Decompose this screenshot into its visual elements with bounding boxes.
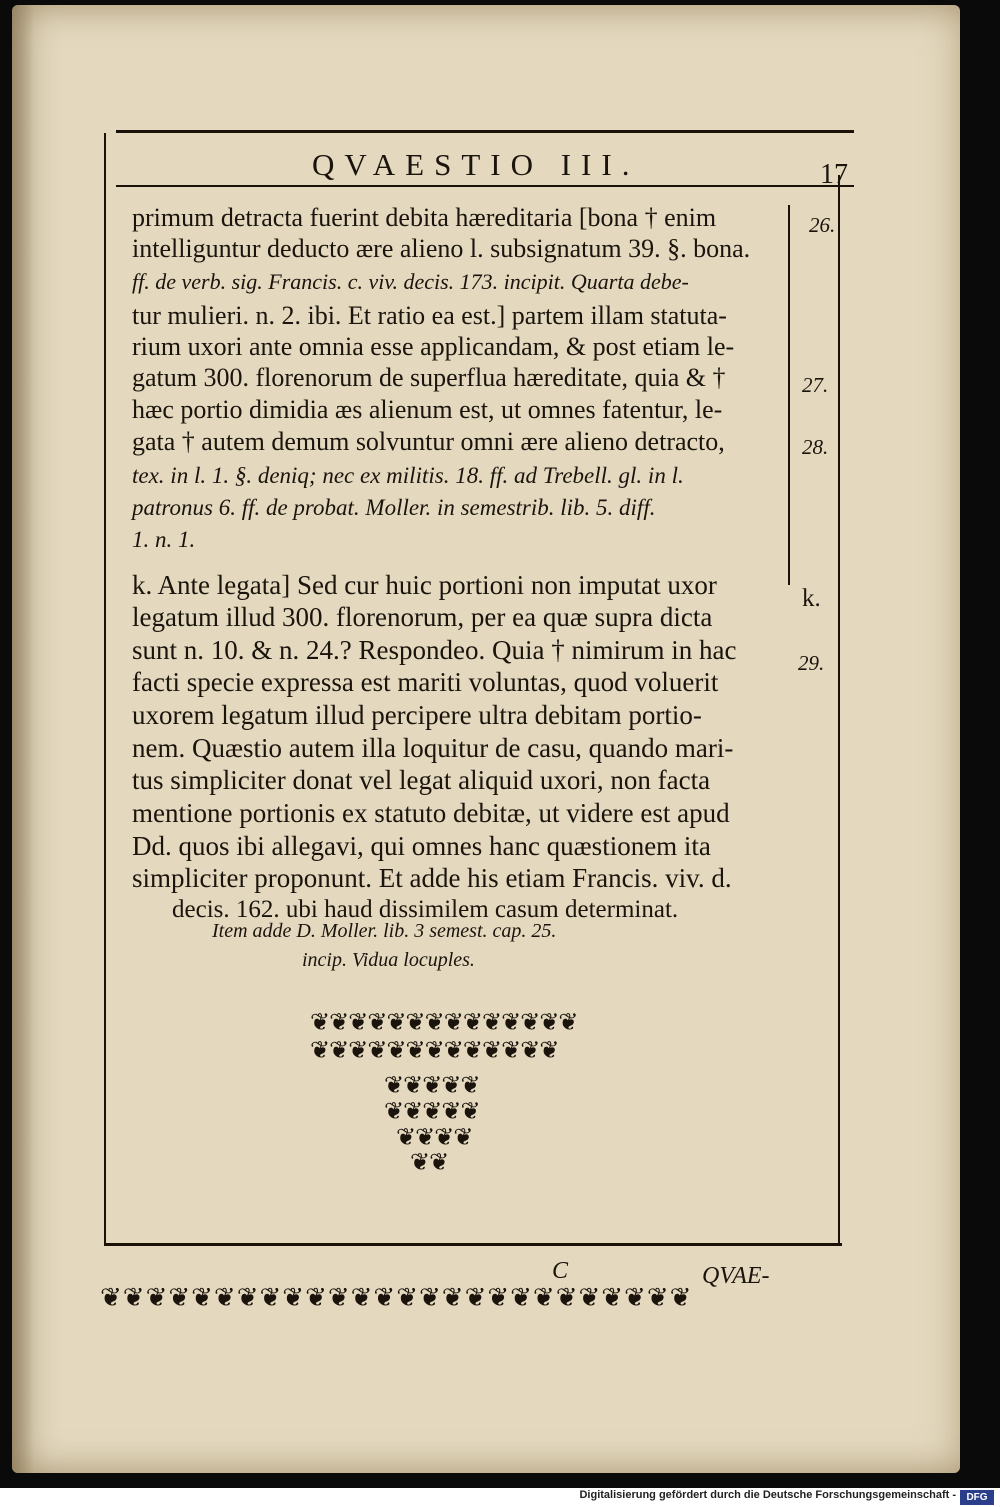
- text-line: legatum illud 300. florenorum, per ea quæ supra dicta: [132, 602, 713, 632]
- fleuron-row: ❦❦: [410, 1150, 449, 1176]
- text-line: Dd. quos ibi allegavi, qui omnes hanc quæstionem ita: [132, 831, 711, 861]
- catchword: QVAE-: [702, 1263, 770, 1289]
- fleuron-row: ❦❦❦❦❦: [384, 1099, 480, 1125]
- text-line: tex. in l. 1. §. deniq; nec ex militis. 18. ff. ad Trebell. gl. in l.: [132, 463, 684, 488]
- text-line: patronus 6. ff. de probat. Moller. in semestrib. lib. 5. diff.: [132, 495, 656, 520]
- text-line: sunt n. 10. & n. 24.? Respondeo. Quia † nimirum in hac: [132, 635, 737, 665]
- margin-note: 29.: [798, 651, 825, 675]
- text-line: gatum 300. florenorum de superflua hæreditate, quia & †: [132, 363, 726, 392]
- text-line: gata † autem demum solvuntur omni ære alieno detracto,: [132, 427, 725, 456]
- bottom-ornament-band: ❦❦❦❦❦❦❦❦❦❦❦❦❦❦❦❦❦❦❦❦❦❦❦❦❦❦: [100, 1283, 693, 1312]
- text-line: simpliciter proponunt. Et adde his etiam Francis. viv. d.: [132, 863, 732, 893]
- text-line: facti specie expressa est mariti voluntas, quod voluerit: [132, 667, 719, 697]
- margin-note: 26.: [809, 213, 836, 237]
- fleuron-row: ❦❦❦❦❦❦❦❦❦❦❦❦❦❦: [310, 1010, 578, 1036]
- left-frame-rule: [104, 133, 106, 1245]
- right-frame-rule: [838, 175, 840, 1245]
- text-line: k. Ante legata] Sed cur huic portioni non imputat uxor: [132, 570, 717, 600]
- text-line: nem. Quæstio autem illa loquitur de casu, quando mari-: [132, 733, 734, 763]
- bottom-rule: [104, 1243, 842, 1246]
- fleuron-row: ❦❦❦❦: [396, 1125, 473, 1151]
- signature-mark: C: [552, 1258, 569, 1284]
- fleuron-row: ❦❦❦❦❦: [384, 1073, 480, 1099]
- handwritten-line: Item adde D. Moller. lib. 3 semest. cap. 25.: [212, 920, 557, 942]
- text-line: 1. n. 1.: [132, 527, 196, 552]
- header-rule: [116, 185, 854, 187]
- handwritten-line: incip. Vidua locuples.: [302, 949, 475, 971]
- margin-note: 27.: [802, 373, 829, 397]
- book-page: [12, 5, 960, 1473]
- text-line: tur mulieri. n. 2. ibi. Et ratio ea est.] partem illam statuta-: [132, 301, 727, 330]
- text-line: ff. de verb. sig. Francis. c. viv. decis. 173. incipit. Quarta debe-: [132, 269, 689, 294]
- text-line: tus simpliciter donat vel legat aliquid uxori, non facta: [132, 765, 711, 795]
- text-line: primum detracta fuerint debita hæreditaria [bona † enim: [132, 203, 717, 232]
- page-header-title: QVAESTIO III.: [312, 147, 640, 182]
- page-number: 17: [820, 159, 848, 190]
- top-rule: [116, 130, 854, 133]
- text-line: hæc portio dimidia æs alienum est, ut omnes fatentur, le-: [132, 395, 723, 424]
- text-line: rium uxori ante omnia esse applicandam, & post etiam le-: [132, 332, 735, 361]
- footer-credit: Digitalisierung gefördert durch die Deutsche Forschungsgemeinschaft -: [579, 1489, 956, 1501]
- margin-column-rule: [788, 205, 790, 585]
- text-line: uxorem legatum illud percipere ultra debitam portio-: [132, 700, 702, 730]
- fleuron-row: ❦❦❦❦❦❦❦❦❦❦❦❦❦: [310, 1038, 559, 1064]
- text-line: intelliguntur deducto ære alieno l. subsignatum 39. §. bona.: [132, 234, 751, 263]
- dfg-logo: DFG: [960, 1490, 994, 1505]
- margin-note: 28.: [802, 435, 829, 459]
- margin-note: k.: [802, 585, 821, 612]
- text-line: mentione portionis ex statuto debitæ, ut videre est apud: [132, 798, 730, 828]
- text-line: decis. 162. ubi haud dissimilem casum determinat.: [172, 896, 679, 923]
